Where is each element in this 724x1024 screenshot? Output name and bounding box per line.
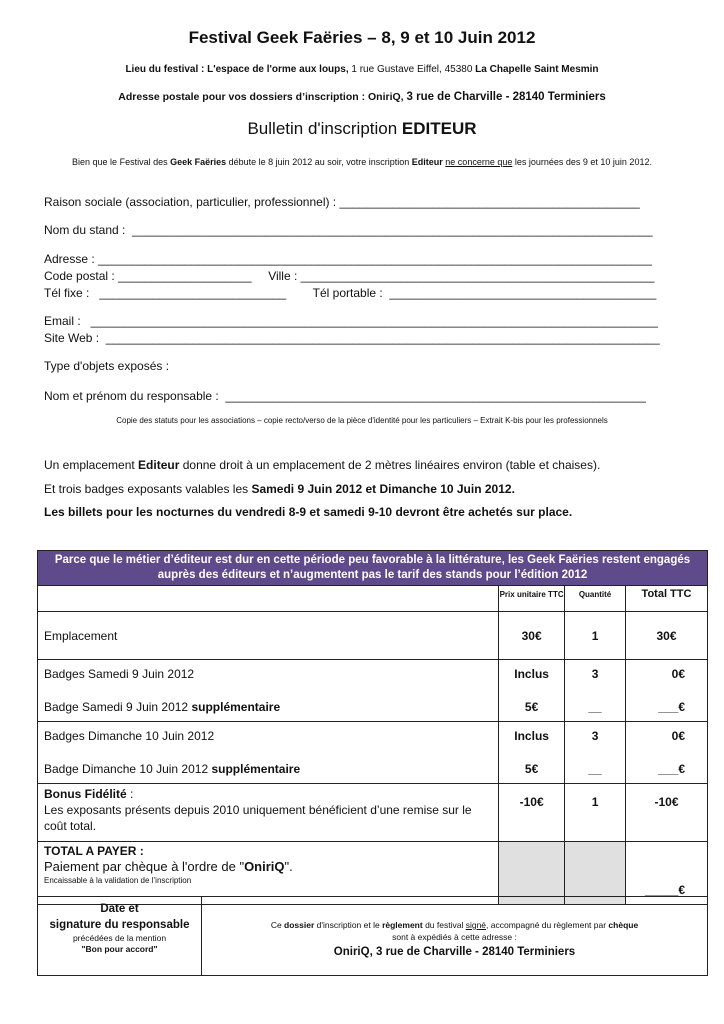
fidelite-colon: : [126,787,134,801]
total-title: TOTAL A PAYER : [44,844,144,858]
page-title: Festival Geek Faëries – 8, 9 et 10 Juin 2012 [188,28,536,47]
notice-bold: Geek Faëries [170,157,227,167]
total-amount[interactable]: _____€ [626,842,708,905]
table-banner-row [38,551,708,586]
signature-title: Date et [100,903,139,915]
badge-extra-bold: supplémentaire [191,700,281,714]
price-value: Inclus [514,729,549,743]
column-header-qty: Quantité [565,586,626,612]
qty-value: 3 [591,729,599,743]
info-bold: Samedi 9 Juin 2012 et Dimanche 10 Juin 2012. [251,482,515,496]
row-price [499,722,565,784]
form-subtitle [0,119,724,139]
table-row [38,660,708,722]
documents-note: Copie des statuts pour les associations – copie recto/verso de la pièce d'identité pour les particuliers – Extrait K-bis pour les professionnels [116,416,608,425]
qty-blank[interactable]: __ [588,762,602,776]
total-value: 0€ [671,667,685,681]
total-blank[interactable]: ___€ [658,700,685,714]
qty-value: 3 [591,667,599,681]
table-row [38,784,708,842]
row-total: -10€ [626,784,708,842]
badge-extra-text: Badge Samedi 9 Juin 2012 [44,700,192,714]
signature-mention: "Bon pour accord" [81,944,158,954]
table-banner: Parce que le métier d’éditeur est dur en cette période peu favorable à la littérature, les Geek Faëries restent engagés auprès des éditeurs et n’augmentent pas le tarif des stands pour l’édition 2012 [38,551,708,586]
price-table [37,550,708,905]
info-emplacement [44,458,600,472]
mailing-address: OniriQ, 3 rue de Charville - 28140 Terminiers [333,946,576,958]
row-total[interactable] [626,722,708,784]
signature-title: signature du responsable [49,919,190,931]
info-text: Et trois badges exposants valables les [44,482,252,496]
total-blank[interactable]: ___€ [658,762,685,776]
table-row [38,722,708,784]
row-qty: 1 [565,612,626,660]
payment-note: Encaissable à la validation de l’inscription [44,876,192,885]
payment-bold: OniriQ [244,859,285,874]
payment-text: Paiement par chèque à l'ordre de " [44,859,245,874]
notice-text: débute le 8 juin 2012 au soir, votre inscription [226,157,412,167]
payment-text: ". [284,859,293,874]
notice-text: les journées des 9 et 10 juin 2012. [512,157,652,167]
signature-note: précédées de la mention [72,933,167,943]
table-row [38,612,708,660]
field-code-postal-ville[interactable]: Code postal : ____________________ Ville : _____________________________________________________ [44,269,655,283]
info-bold: Editeur [138,458,180,472]
info-nocturnes: Les billets pour les nocturnes du vendredi 8-9 et samedi 9-10 devront être achetés sur place. [44,505,573,519]
row-qty[interactable] [565,660,626,722]
row-label [38,784,499,842]
field-nom-stand[interactable]: Nom du stand : ______________________________________________________________________________ [44,223,653,237]
field-responsable[interactable]: Nom et prénom du responsable : _______________________________________________________________ [44,389,646,403]
notice-underline: ne concerne que [445,157,513,167]
price-value: Inclus [514,667,549,681]
venue-line [0,64,724,75]
info-text: donne droit à un emplacement de 2 mètres linéaires environ (table et chaises). [179,458,601,472]
qty-blank[interactable]: __ [588,700,602,714]
venue-label: Lieu du festival : L'espace de l'orme aux loups, [125,64,349,75]
notice-bold: Editeur [411,157,443,167]
badge-extra-bold: supplémentaire [211,762,301,776]
notice-text: Bien que le Festival des [72,157,171,167]
row-price [499,660,565,722]
row-price: -10€ [499,784,565,842]
row-label [38,660,499,722]
badge-line: Badges Samedi 9 Juin 2012 [44,667,195,681]
date-notice [50,156,674,169]
mailing-text: sont à expédiés à cette adresse : [392,932,517,942]
info-text: Un emplacement [44,458,139,472]
badge-extra-line [44,699,492,715]
fidelite-title: Bonus Fidélité [44,787,127,801]
postal-address-line [0,91,724,103]
field-email[interactable]: Email : _____________________________________________________________________________________ [44,314,658,328]
badge-extra-text: Badge Dimanche 10 Juin 2012 [44,762,212,776]
row-price: 30€ [499,612,565,660]
total-value: 0€ [671,729,685,743]
field-site-web[interactable]: Site Web : ___________________________________________________________________________________ [44,331,660,345]
subtitle-text: Bulletin d'inscription [247,119,402,138]
column-header-price: Prix unitaire TTC [499,586,565,612]
row-label: Emplacement [38,612,499,660]
badge-extra-line [44,761,492,777]
column-header-total: Total TTC [626,586,708,612]
badge-line: Badges Dimanche 10 Juin 2012 [44,729,215,743]
venue-address: 1 rue Gustave Eiffel, 45380 [348,64,476,75]
header-empty-cell [38,586,499,612]
info-badges [44,482,515,496]
row-total: 30€ [626,612,708,660]
postal-label: Adresse postale pour vos dossiers d’inscription : OniriQ, [118,91,407,103]
row-qty: 1 [565,784,626,842]
mailing-instructions [202,897,708,976]
signature-box[interactable] [38,897,202,976]
fidelite-text: Les exposants présents depuis 2010 uniquement bénéficient d’une remise sur le coût total. [44,803,472,833]
price-value: 5€ [524,762,539,776]
postal-address: 3 rue de Charville - 28140 Terminiers [406,91,606,103]
field-adresse[interactable]: Adresse : ___________________________________________________________________________________ [44,252,652,266]
field-type-objets[interactable]: Type d'objets exposés : [44,359,170,373]
price-value: 5€ [524,700,539,714]
row-label [38,722,499,784]
row-qty[interactable] [565,722,626,784]
table-header-row [38,586,708,612]
signature-table [37,896,708,976]
venue-city: La Chapelle Saint Mesmin [475,64,599,75]
subtitle-bold: EDITEUR [401,119,477,138]
field-raison-sociale[interactable]: Raison sociale (association, particulier, professionnel) : _____________________________________________ [44,195,640,209]
row-total[interactable] [626,660,708,722]
field-telephones[interactable]: Tél fixe : ____________________________ Tél portable : ________________________________________ [44,286,657,300]
mailing-text: Ce dossier d'inscription et le règlement du festival signé, accompagné du règlement par chèque [270,920,639,930]
